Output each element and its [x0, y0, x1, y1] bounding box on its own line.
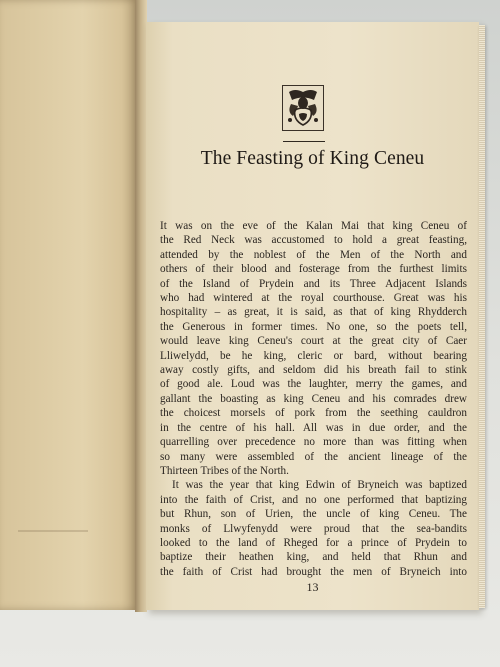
title-rule [283, 141, 325, 142]
text-line: quarrelling over precedence no more than was fitting when [160, 436, 467, 449]
chapter-title: The Feasting of King Ceneu [200, 148, 425, 169]
text-line: the faith of Crist had brought the men of Bryneich into [160, 565, 467, 578]
body-text [160, 219, 467, 579]
text-line: who had wintered at the royal courthouse. Great was his [160, 292, 467, 305]
text-line: of the Island of Prydein and its Three Adjacent Islands [160, 277, 467, 290]
text-line: It was the year that king Edwin of Bryneich was baptized [172, 479, 467, 492]
text-line: the Red Neck was accustomed to hold a great feasting, [160, 234, 467, 247]
text-line: into the faith of Crist, and no one performed that baptizing [160, 493, 467, 506]
text-line: the Generous in former times. No one, so the poets tell, [160, 320, 467, 333]
heraldic-figure-icon [282, 85, 324, 131]
text-line: away costly gifts, and seldom did his breath fail to stink [160, 364, 467, 377]
text-line: It was on the eve of the Kalan Mai that king Ceneu of [160, 220, 467, 232]
page-edges [479, 25, 485, 608]
text-line: gallant the boasting as king Ceneu and his comrades drew [160, 392, 467, 405]
text-line: Thirteen Tribes of the North. [160, 464, 289, 477]
text-line: looked to the land of Rheged for a prince of Prydein to [160, 536, 467, 549]
page-number: 13 [306, 580, 319, 594]
text-line: monks of Llwyfenydd were proud that the sea-bandits [160, 522, 467, 535]
text-line: would leave king Ceneu's court at the great city of Caer [160, 335, 467, 348]
text-line: so many were assembled of the ancient lineage of the [160, 450, 467, 463]
text-line: Lliwelydd, be he king, cleric or bard, without bearing [160, 349, 467, 362]
text-line: the choicest morsels of pork from the seething cauldron [160, 407, 467, 420]
text-line: in the centre of his hall. All was in due order, and the [160, 421, 467, 434]
text-line: but Rhun, son of Urien, the uncle of king Ceneu. The [160, 508, 467, 521]
text-line: of good ale. Loud was the laughter, merry the games, and [160, 378, 467, 391]
text-line: attended by the noblest of the Men of the North and [160, 248, 467, 261]
text-line: hospitality – as great, it is said, as that of king Rhydderch [160, 306, 467, 319]
text-line: others of their blood and fosterage from the furthest limits [160, 263, 467, 276]
left-page [0, 0, 138, 610]
text-line: baptize their heathen king, and held that Rhun and [160, 551, 467, 564]
